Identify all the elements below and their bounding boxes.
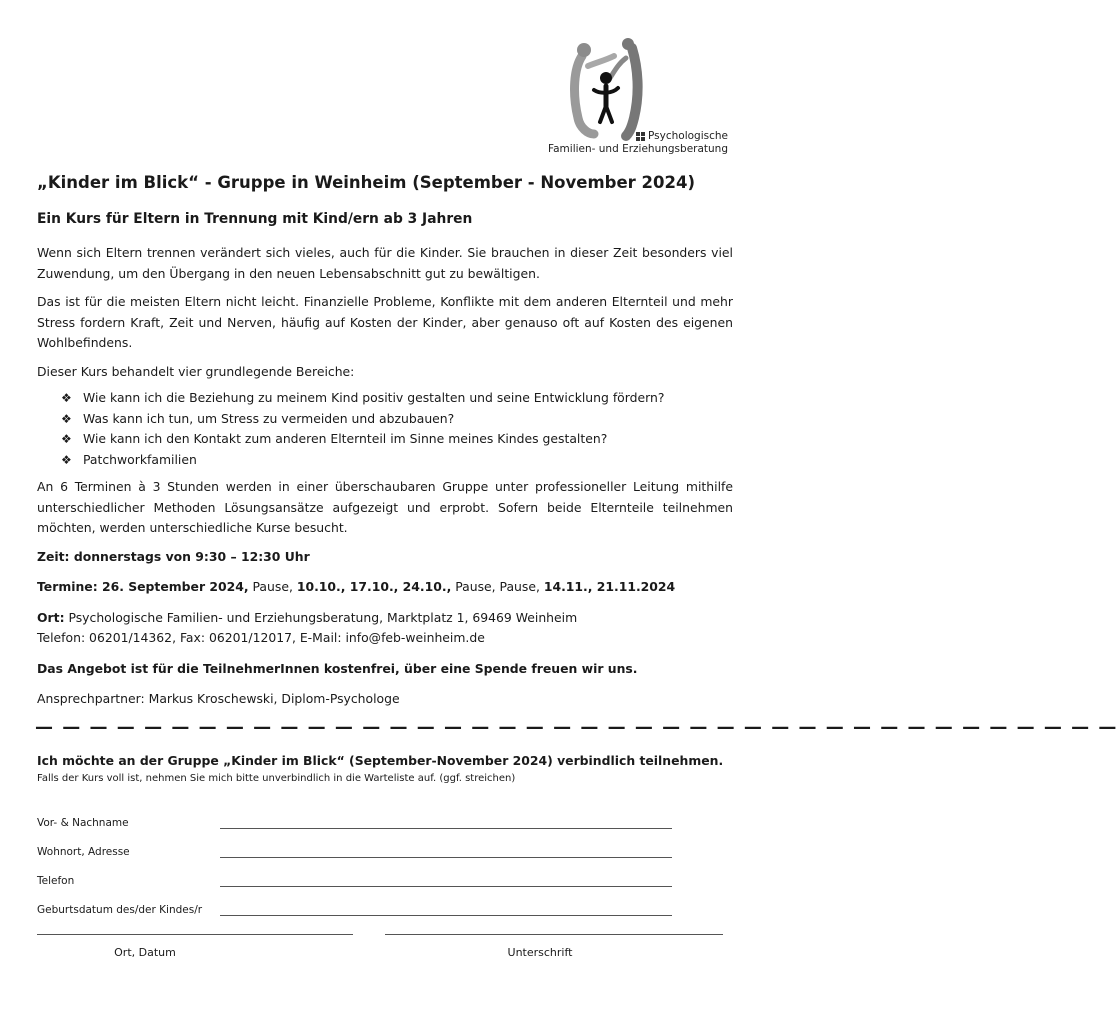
list-item: ❖ Was kann ich tun, um Stress zu vermeiden und abzubauen? [61,409,733,430]
diamond-bullet-icon: ❖ [61,452,72,467]
address-field[interactable] [220,846,672,858]
phone-field[interactable] [220,875,672,887]
time-info: Zeit: donnerstags von 9:30 – 12:30 Uhr [37,548,310,564]
place-date-field[interactable] [37,934,353,935]
intro-paragraph-2: Das ist für die meisten Eltern nicht leicht. Finanzielle Probleme, Konflikte mit dem anderen Elternteil und mehr Stress fordern Kraft, Zeit und Nerven, häufig auf Kosten der Kinder, aber genauso oft auf Kosten des eigenen Wohlbefindens. [37,294,733,350]
location-info: Ort: Psychologische Familien- und Erziehungsberatung, Marktplatz 1, 69469 Weinheim [37,609,578,625]
form-row-address [37,829,733,858]
waitlist-note: Falls der Kurs voll ist, nehmen Sie mich bitte unverbindlich in die Warteliste auf. (ggf. streichen) [37,772,516,784]
cut-line: — — — — — — — — — — — — — — — — — — — — — — — — — — — — — — — — — — — — — — — — [35,716,1118,738]
diamond-bullet-icon: ❖ [61,432,72,446]
registration-heading: Ich möchte an der Gruppe „Kinder im Blick“ (September-November 2024) verbindlich teilnehmen. [37,752,724,768]
signature-label: Unterschrift [507,946,573,959]
logo-line1: Psychologische [648,130,728,142]
logo-line2: Familien- und Erziehungsberatung [548,143,728,155]
list-item: ❖ Wie kann ich die Beziehung zu meinem Kind positiv gestalten und seine Entwicklung fördern? [61,388,733,409]
intro-paragraph-3: Dieser Kurs behandelt vier grundlegende Bereiche: [37,363,355,379]
diamond-bullet-icon: ❖ [61,411,72,426]
terms-paragraph: An 6 Terminen à 3 Stunden werden in einer überschaubaren Gruppe unter professioneller Leitung mithilfe unterschiedlicher Methoden Lösungsansätze aufgezeigt und erprobt. Sofern beide Elternteile teilnehmen möchten, werden unterschiedliche Kurse besucht. [37,479,733,535]
intro-paragraph-1: Wenn sich Eltern trennen verändert sich vieles, auch für die Kinder. Sie brauchen in dieser Zeit besonders viel Zuwendung, um den Übergang in den neuen Lebensabschnitt gut zu bewältigen. [37,245,733,281]
contact-info: Telefon: 06201/14362, Fax: 06201/12017, E-Mail: info@feb-weinheim.de [37,630,485,645]
signature-field[interactable] [385,934,723,935]
free-offer-note: Das Angebot ist für die TeilnehmerInnen kostenfrei, über eine Spende freuen wir uns. [37,660,638,676]
contact-person: Ansprechpartner: Markus Kroschewski, Diplom-Psychologe [37,691,400,706]
list-item: ❖ Wie kann ich den Kontakt zum anderen Elternteil im Sinne meines Kindes gestalten? [61,429,733,450]
name-label: Vor- & Nachname [37,816,129,829]
topic-list [37,388,733,470]
birthdate-field[interactable] [220,904,672,916]
page-title: „Kinder im Blick“ - Gruppe in Weinheim (September - November 2024) [37,173,696,192]
signature-area [37,934,733,974]
family-figures-icon [560,38,740,138]
page-subtitle: Ein Kurs für Eltern in Trennung mit Kind/ern ab 3 Jahren [37,211,473,227]
birthdate-label: Geburtsdatum des/der Kindes/r [37,903,203,916]
form-row-birthdate [37,887,733,916]
phone-label: Telefon [37,874,75,887]
main-content [35,172,1118,916]
form-row-name [37,800,733,829]
logo-text [548,130,728,156]
list-item: ❖ Patchworkfamilien [61,450,733,471]
dates-info: Termine: 26. September 2024, Pause, 10.10., 17.10., 24.10., Pause, Pause, 14.11., 21.11.2024 [37,579,676,594]
address-label: Wohnort, Adresse [37,845,130,858]
place-date-label: Ort, Datum [114,946,176,959]
form-row-phone [37,858,733,887]
cross-square-icon [636,132,645,141]
name-field[interactable] [220,817,672,829]
diamond-bullet-icon: ❖ [61,391,72,405]
